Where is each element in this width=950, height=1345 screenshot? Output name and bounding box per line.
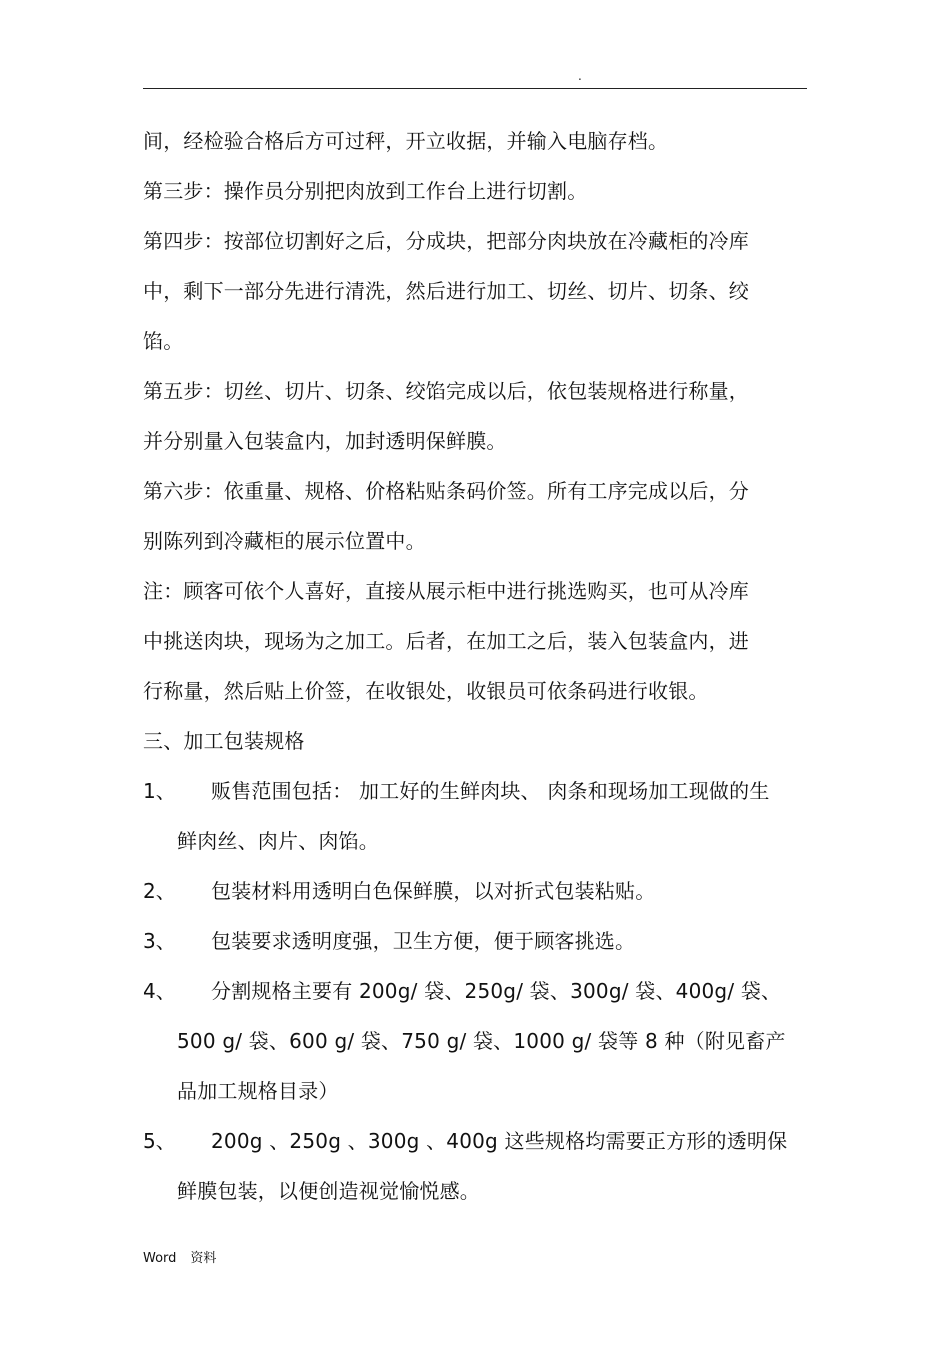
list-item-text-continued: 品加工规格目录） [177,1079,339,1103]
step-five-line-1: 第五步：切丝、切片、切条、绞馅完成以后，依包装规格进行称量， [143,379,749,403]
list-item-number: 2、 [143,879,176,903]
header-mark: . [578,69,582,83]
page-footer [143,1251,216,1267]
note-line-2: 中挑送肉块，现场为之加工。后者，在加工之后，装入包装盒内，进 [143,629,749,653]
step-five-line-2: 并分别量入包装盒内，加封透明保鲜膜。 [143,429,507,453]
step-four-line-1: 第四步：按部位切割好之后，分成块，把部分肉块放在冷藏柜的冷库 [143,229,749,253]
list-item-text: 包装要求透明度强，卫生方便，便于顾客挑选。 [211,929,636,953]
list-item-number: 1、 [143,779,176,803]
list-item-text: 贩售范围包括： 加工好的生鲜肉块、 肉条和现场加工现做的生 [211,779,770,803]
list-item-text-continued: 鲜肉丝、肉片、肉馅。 [177,829,379,853]
note-line-1: 注：顾客可依个人喜好，直接从展示柜中进行挑选购买，也可从冷库 [143,579,749,603]
list-item-text: 包装材料用透明白色保鲜膜，以对折式包装粘贴。 [211,879,656,903]
list-item-number: 4、 [143,979,176,1003]
step-four-line-3: 馅。 [143,329,184,353]
list-item-number: 3、 [143,929,176,953]
header-rule [143,88,807,89]
footer-label: 资料 [190,1251,217,1266]
list-item-text: 分割规格主要有 200g/ 袋、250g/ 袋、300g/ 袋、400g/ 袋、 [211,979,782,1003]
list-item-text: 200g 、250g 、300g 、400g 这些规格均需要正方形的透明保 [211,1129,788,1153]
list-item-text-continued: 鲜膜包装，以便创造视觉愉悦感。 [177,1179,480,1203]
step-six-line-2: 别陈列到冷藏柜的展示位置中。 [143,529,426,553]
step-four-line-2: 中，剩下一部分先进行清洗，然后进行加工、切丝、切片、切条、绞 [143,279,749,303]
step-three: 第三步：操作员分别把肉放到工作台上进行切割。 [143,179,588,203]
list-item-text-continued: 500 g/ 袋、600 g/ 袋、750 g/ 袋、1000 g/ 袋等 8 种（附见畜产 [177,1029,786,1053]
footer-word: Word [143,1251,177,1266]
paragraph-line: 间，经检验合格后方可过秤，开立收据，并输入电脑存档。 [143,129,669,153]
note-line-3: 行称量，然后贴上价签，在收银处，收银员可依条码进行收银。 [143,679,709,703]
list-item-number: 5、 [143,1129,176,1153]
step-six-line-1: 第六步：依重量、规格、价格粘贴条码价签。所有工序完成以后，分 [143,479,749,503]
section-heading: 三、加工包装规格 [143,729,305,753]
